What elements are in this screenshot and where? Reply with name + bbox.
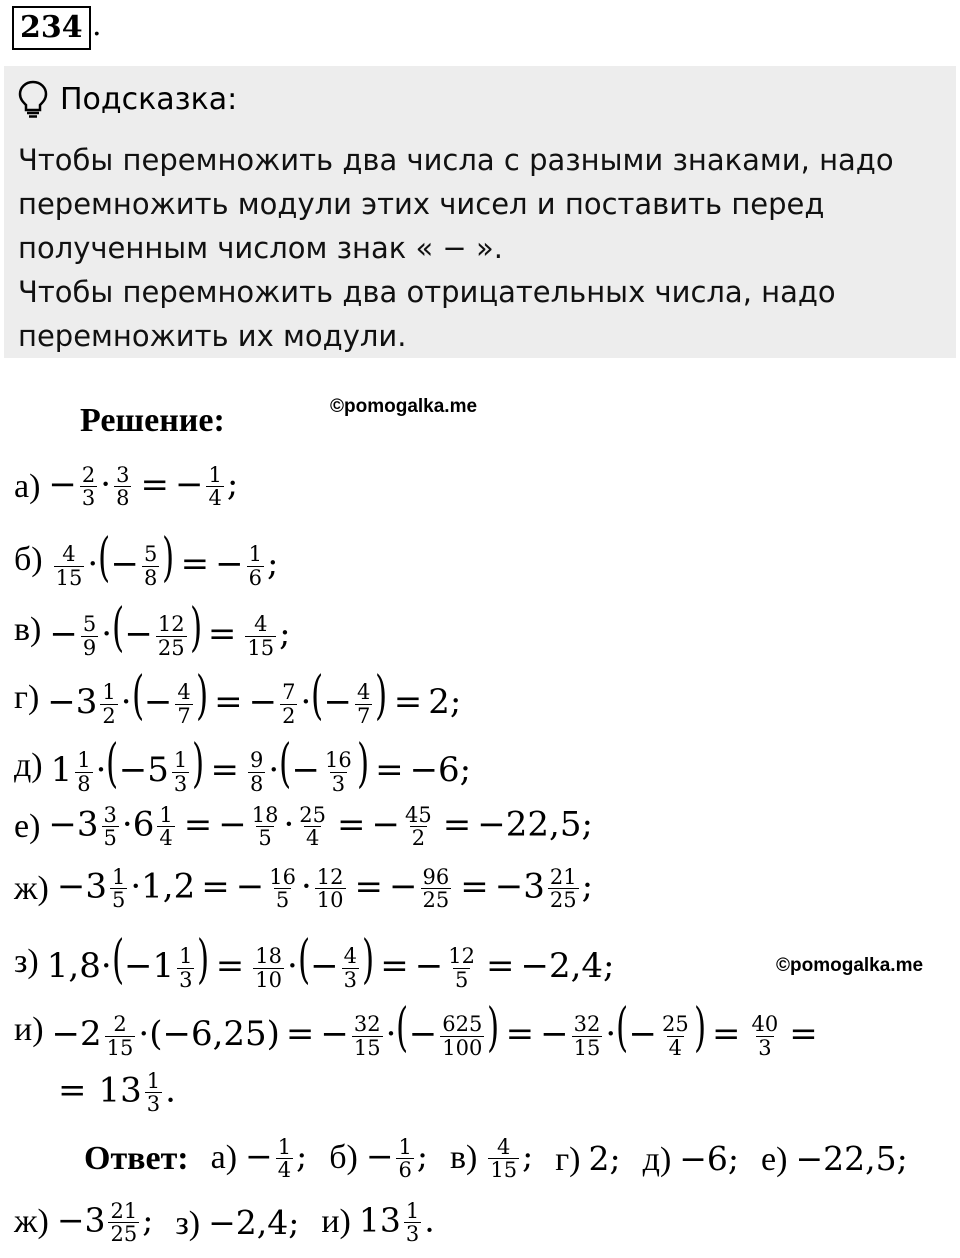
hint-title: Подсказка: xyxy=(60,81,238,117)
answer-a: а) − $\frac{1}{4}$ ; xyxy=(210,1135,308,1183)
math-expression: −3 $\frac{1}{5}$ ·1,2 = − $\frac{16}{5}$ · $\frac{12}{10}$ = − $\frac{96}{25}$ = −3 $\frac{21}{25}$ ; xyxy=(56,865,594,913)
solution-line-g xyxy=(14,666,462,728)
math-expression: $\frac{4}{15}$ ·(− $\frac{5}{8}$ ) = − $\frac{1}{6}$ ; xyxy=(55,528,279,590)
answer-v: в) $\frac{4}{15}$ ; xyxy=(449,1135,534,1183)
solution-line-i xyxy=(14,998,824,1060)
solution-line-i-cont xyxy=(58,1070,176,1115)
math-expression: 1,8·(−1 $\frac{1}{3}$ ) = $\frac{18}{10}$ ·(− $\frac{4}{3}$ ) = − $\frac{12}{5}$ = −2,4; xyxy=(46,930,615,992)
answer-title: Ответ: xyxy=(84,1139,189,1177)
answer-e: е) −22,5; xyxy=(761,1138,908,1178)
label-b: б) xyxy=(14,541,43,579)
math-expression: − $\frac{5}{9}$ ·(− $\frac{12}{25}$ ) = $\frac{4}{15}$ ; xyxy=(49,598,291,660)
math-expression: −3 $\frac{3}{5}$ ·6 $\frac{1}{4}$ = − $\frac{18}{5}$ · $\frac{25}{4}$ = − $\frac{45}{2}$ = −22,5; xyxy=(48,803,593,851)
label-g: г) xyxy=(14,679,40,717)
answer-line-2 xyxy=(14,1200,435,1245)
label-d: д) xyxy=(14,747,43,785)
solution-line-b xyxy=(14,528,279,590)
watermark: ©pomogalka.me xyxy=(330,396,478,417)
hint-line: перемножить их модули. xyxy=(18,319,407,353)
hint-line: Чтобы перемножить два числа с разными знаками, надо xyxy=(18,143,894,177)
lightbulb-icon xyxy=(18,80,48,118)
label-zh: ж) xyxy=(14,869,49,907)
label-e: е) xyxy=(14,807,41,845)
answer-d: д) −6; xyxy=(642,1138,740,1178)
hint-header xyxy=(18,76,237,122)
hint-line: Чтобы перемножить два отрицательных числа, надо xyxy=(18,275,836,309)
solution-line-d xyxy=(14,734,472,796)
answer-g: г) 2; xyxy=(555,1138,621,1178)
solution-line-zh xyxy=(14,866,593,911)
answer-b: б) − $\frac{1}{6}$ ; xyxy=(329,1135,428,1183)
answer-line-1 xyxy=(84,1136,908,1181)
label-z: з) xyxy=(14,943,39,981)
solution-title: Решение: xyxy=(80,402,225,439)
label-a: а) xyxy=(14,467,41,505)
solution-line-a xyxy=(14,464,238,509)
answer-i: и) 13 $\frac{1}{3}$ . xyxy=(321,1199,435,1247)
math-expression: = 13 $\frac{1}{3}$ . xyxy=(58,1069,176,1117)
math-expression: −2 $\frac{2}{15}$ ·(−6,25) = − $\frac{32}{15}$ ·(− $\frac{625}{100}$ ) = − $\frac{32}{15}$ ·(− $\frac{25}{4}$ ) = $\frac{40}{3}$ = xyxy=(51,998,818,1060)
math-expression: 1 $\frac{1}{8}$ ·(−5 $\frac{1}{3}$ ) = $\frac{9}{8}$ ·(− $\frac{16}{3}$ ) = −6; xyxy=(50,734,472,796)
answer-zh: ж) −3 $\frac{21}{25}$ ; xyxy=(14,1199,154,1247)
hint-box xyxy=(4,66,956,358)
watermark: ©pomogalka.me xyxy=(776,955,924,976)
hint-line: полученным числом знак « − ». xyxy=(18,231,503,265)
hint-text xyxy=(18,138,894,358)
solution-line-z xyxy=(14,930,615,992)
math-expression: −3 $\frac{1}{2}$ ·(− $\frac{4}{7}$ ) = − $\frac{7}{2}$ ·(− $\frac{4}{7}$ ) = 2; xyxy=(47,666,462,728)
hint-line: перемножить модули этих чисел и поставить перед xyxy=(18,187,825,221)
task-number-dot: . xyxy=(92,8,102,43)
answer-z: з) −2,4; xyxy=(175,1202,300,1242)
math-expression: − $\frac{2}{3}$ · $\frac{3}{8}$ = − $\frac{1}{4}$ ; xyxy=(48,463,239,511)
label-v: в) xyxy=(14,611,42,649)
label-i: и) xyxy=(14,1011,44,1049)
solution-line-e xyxy=(14,804,593,849)
task-number: 234 xyxy=(12,6,91,50)
solution-line-v xyxy=(14,598,291,660)
